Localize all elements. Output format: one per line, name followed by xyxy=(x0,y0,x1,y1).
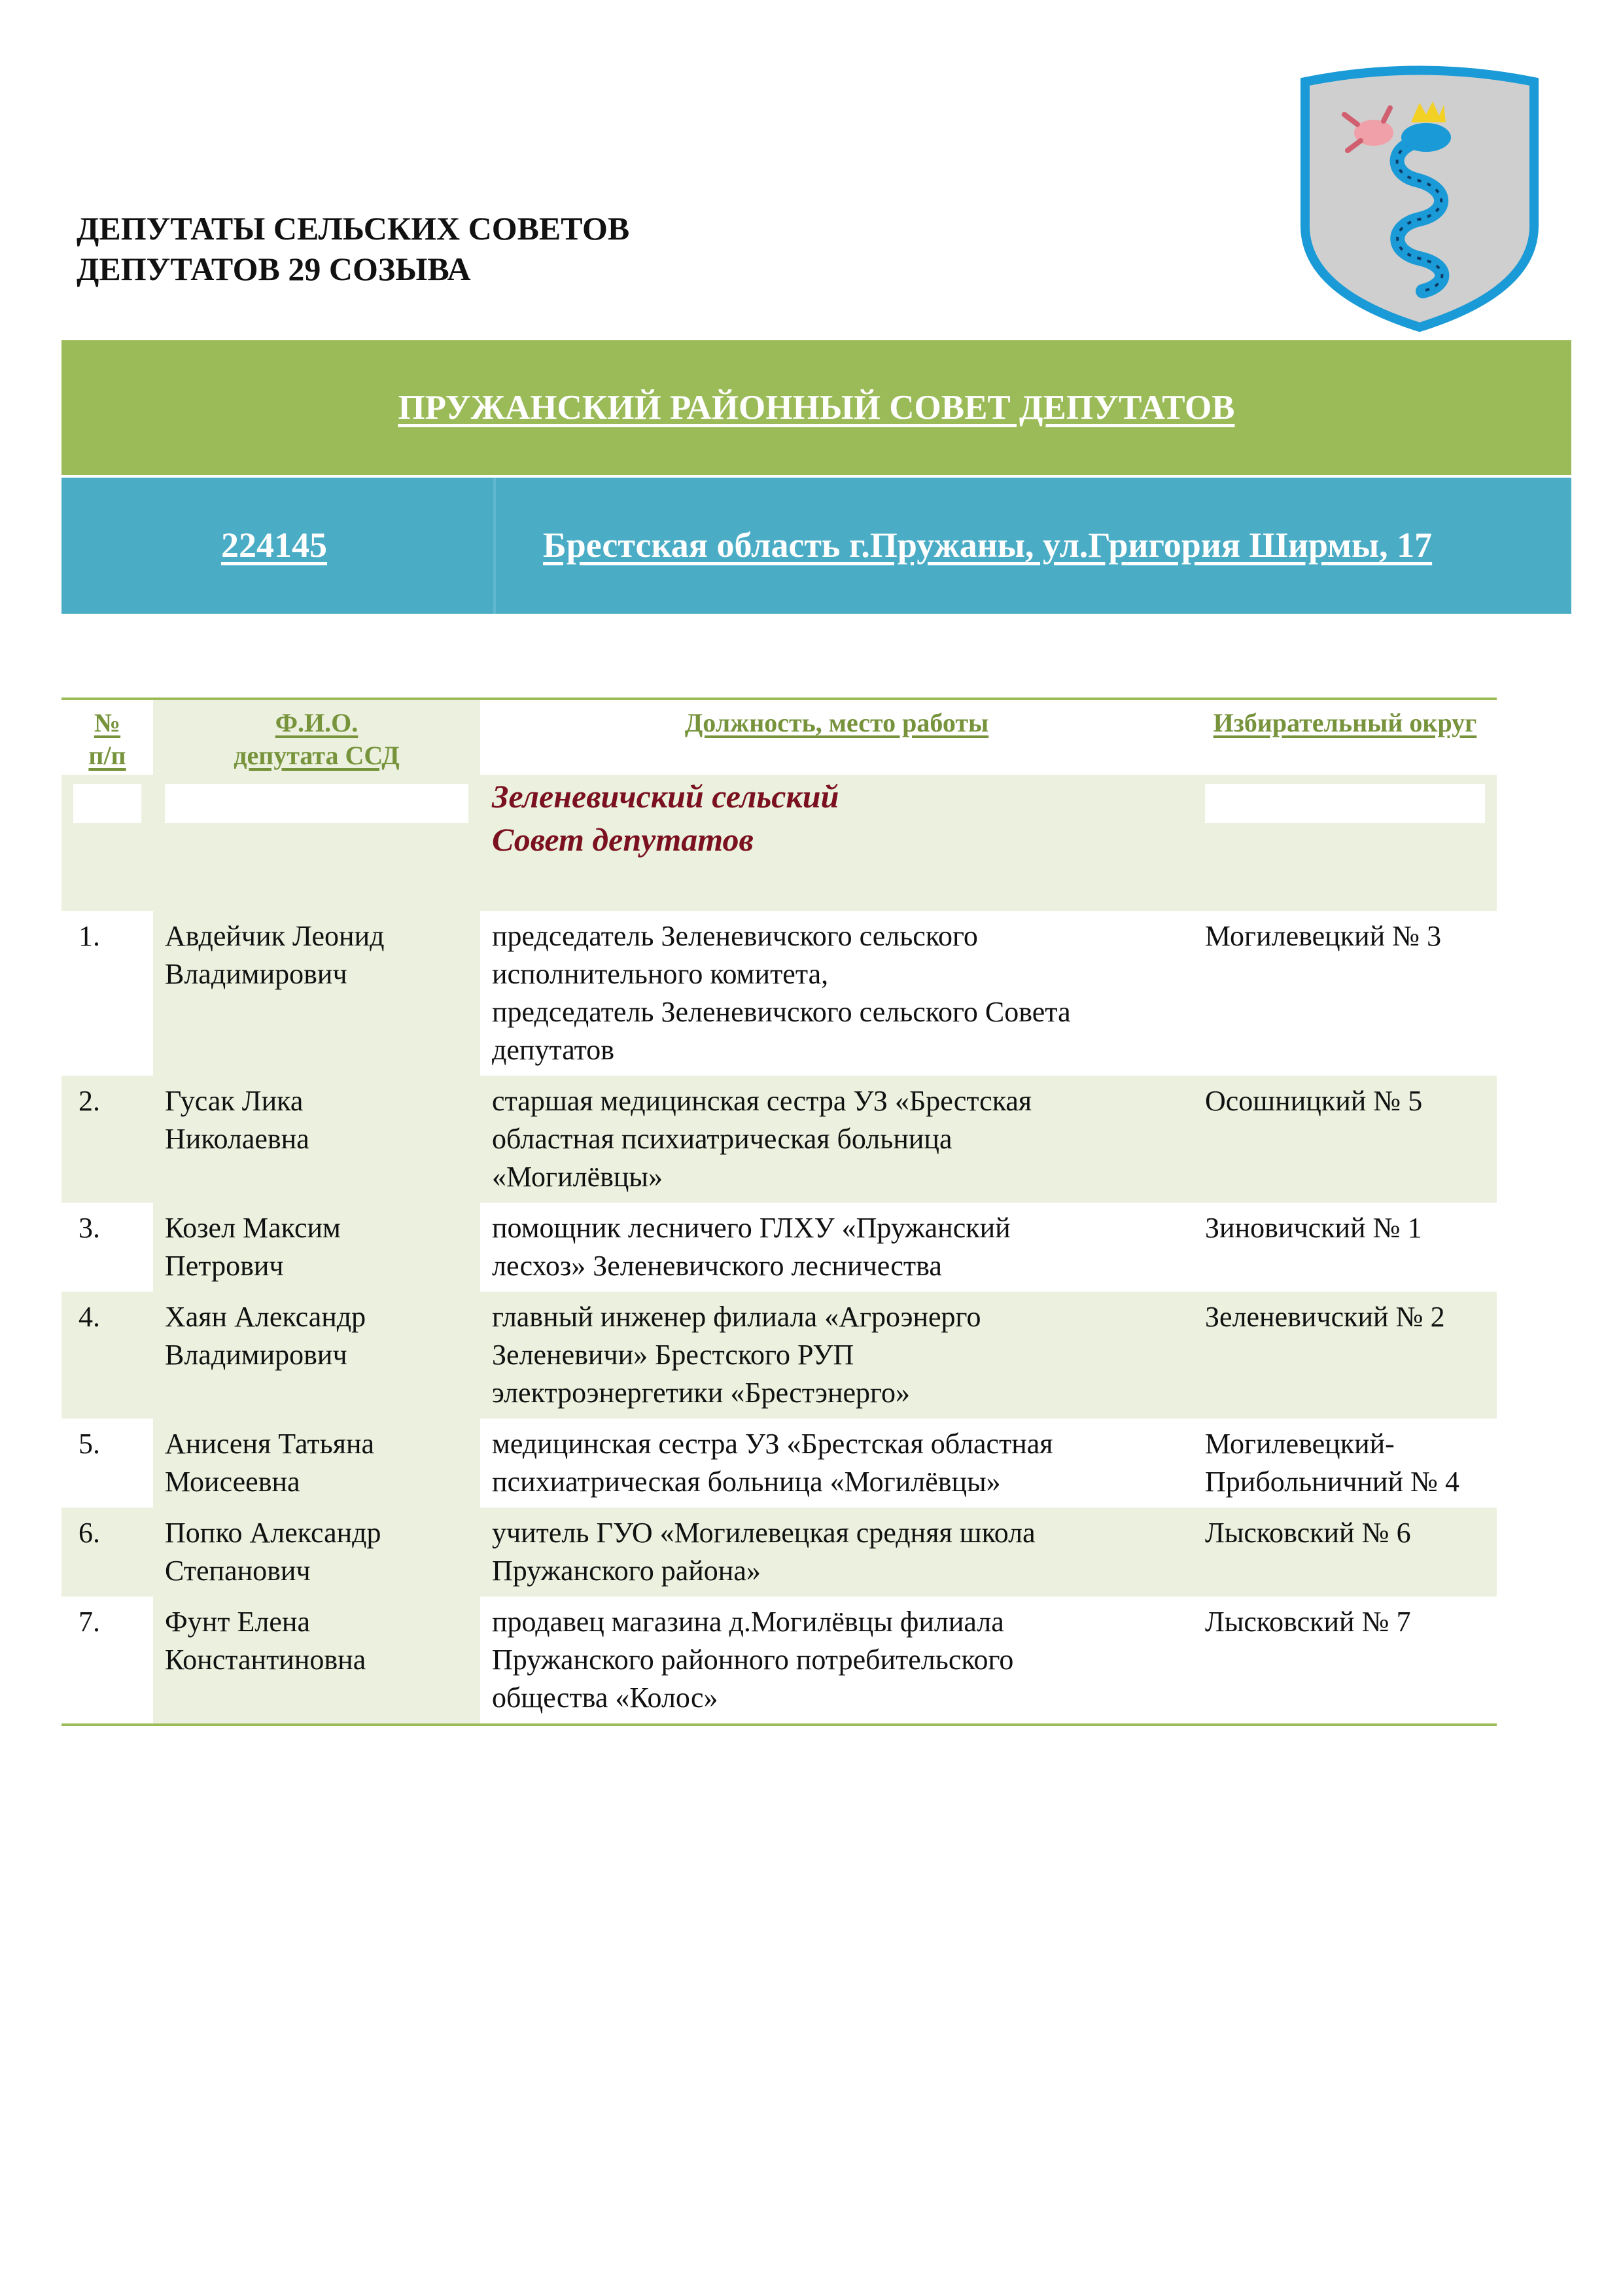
table-row xyxy=(61,1508,1497,1597)
coat-of-arms-icon xyxy=(1292,62,1547,334)
district-council-name[interactable]: ПРУЖАНСКИЙ РАЙОННЫЙ СОВЕТ ДЕПУТАТОВ xyxy=(398,389,1235,427)
row-number: 3. xyxy=(61,1203,153,1292)
council-address[interactable]: Брестская область г.Пружаны, ул.Григория Ширмы, 17 xyxy=(543,525,1433,565)
deputy-name: Фунт Елена Константиновна xyxy=(153,1597,480,1725)
row-number: 6. xyxy=(61,1508,153,1597)
deputy-position: учитель ГУО «Могилевецкая средняя школа Пружанского района» xyxy=(480,1508,1193,1597)
electoral-district: Могилевецкий- Прибольничний № 4 xyxy=(1193,1419,1497,1508)
deputy-position: старшая медицинская сестра УЗ «Брестская областная психиатрическая больница «Могилёвцы» xyxy=(480,1076,1193,1203)
header-district: Избирательный округ xyxy=(1213,708,1477,737)
document-title xyxy=(77,208,629,289)
deputy-position: помощник лесничего ГЛХУ «Пружанский лесхоз» Зеленевичского лесничества xyxy=(480,1203,1193,1292)
electoral-district: Зиновичский № 1 xyxy=(1193,1203,1497,1292)
electoral-district: Лысковский № 6 xyxy=(1193,1508,1497,1597)
row-number: 5. xyxy=(61,1419,153,1508)
deputy-name: Козел Максим Петрович xyxy=(153,1203,480,1292)
electoral-district: Могилевецкий № 3 xyxy=(1193,911,1497,1076)
district-council-banner xyxy=(61,340,1571,475)
title-line-1: ДЕПУТАТЫ СЕЛЬСКИХ СОВЕТОВ xyxy=(77,210,630,247)
deputy-name: Попко Александр Степанович xyxy=(153,1508,480,1597)
table-header-row xyxy=(61,699,1497,775)
deputy-position: продавец магазина д.Могилёвцы филиала Пружанского районного потребительского общества «Колос» xyxy=(480,1597,1193,1725)
deputy-position: медицинская сестра УЗ «Брестская областная психиатрическая больница «Могилёвцы» xyxy=(480,1419,1193,1508)
deputy-name: Гусак Лика Николаевна xyxy=(153,1076,480,1203)
address-banner xyxy=(61,478,1571,614)
deputy-position: председатель Зеленевичского сельского исполнительного комитета, председатель Зеленевичского сельского Совета депутатов xyxy=(480,911,1193,1076)
table-row xyxy=(61,1076,1497,1203)
electoral-district: Зеленевичский № 2 xyxy=(1193,1292,1497,1419)
table-row xyxy=(61,1419,1497,1508)
row-number: 2. xyxy=(61,1076,153,1203)
row-number: 4. xyxy=(61,1292,153,1419)
electoral-district: Осошницкий № 5 xyxy=(1193,1076,1497,1203)
deputy-name: Авдейчик Леонид Владимирович xyxy=(153,911,480,1076)
header-fio: Ф.И.О. депутата ССД xyxy=(153,699,480,775)
deputy-name: Хаян Александр Владимирович xyxy=(153,1292,480,1419)
row-number: 1. xyxy=(61,911,153,1076)
table-row xyxy=(61,1597,1497,1725)
electoral-district: Лысковский № 7 xyxy=(1193,1597,1497,1725)
row-number: 7. xyxy=(61,1597,153,1725)
header-number: № п/п xyxy=(88,708,126,770)
postal-code[interactable]: 224145 xyxy=(221,525,327,565)
banner-divider xyxy=(493,478,496,614)
header-position: Должность, место работы xyxy=(684,708,989,737)
deputy-name: Анисеня Татьяна Моисеевна xyxy=(153,1419,480,1508)
section-title: Зеленевичский сельский Совет депутатов xyxy=(480,775,1193,911)
section-row xyxy=(61,775,1497,911)
table-row xyxy=(61,1292,1497,1419)
deputies-table xyxy=(61,698,1497,1726)
title-line-2: ДЕПУТАТОВ 29 СОЗЫВА xyxy=(77,251,471,287)
table-row xyxy=(61,1203,1497,1292)
table-row xyxy=(61,911,1497,1076)
deputy-position: главный инженер филиала «Агроэнерго Зеленевичи» Брестского РУП электроэнергетики «Брестэнерго» xyxy=(480,1292,1193,1419)
